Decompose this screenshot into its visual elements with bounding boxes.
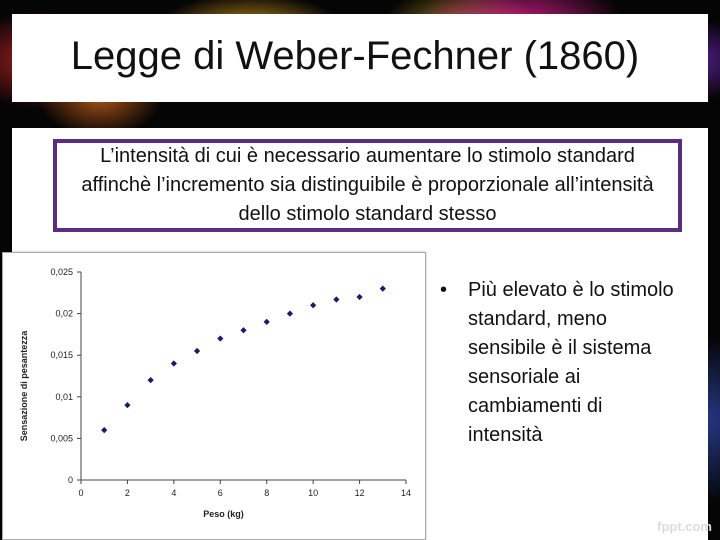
data-point (217, 335, 223, 341)
data-point (194, 348, 200, 354)
data-point (287, 310, 293, 316)
definition-text: L’intensità di cui è necessario aumentare lo stimolo standard affinchè l’incremento sia distinguibile è proporzionale all’intensità dello stimolo standard stesso (81, 145, 654, 225)
scatter-chart (3, 253, 425, 539)
data-point (124, 402, 130, 408)
y-tick-label: 0 (67, 475, 73, 485)
bullet-list (440, 276, 680, 450)
x-tick-label: 12 (354, 488, 365, 498)
y-tick-label: 0,01 (55, 391, 73, 402)
y-axis-label: Sensazione di pesantezza (19, 330, 29, 442)
y-tick-label: 0,02 (55, 308, 73, 319)
bullet-icon: • (440, 279, 448, 301)
data-point (240, 327, 246, 333)
x-tick-label: 10 (308, 488, 319, 498)
y-tick-label: 0,005 (50, 433, 73, 444)
x-tick-label: 8 (264, 488, 270, 498)
data-point (356, 294, 362, 300)
definition-box (53, 139, 682, 232)
data-point (148, 377, 154, 383)
brand-label: fppt.com (657, 519, 712, 534)
chart-frame (2, 252, 426, 540)
x-tick-label: 4 (171, 488, 177, 498)
data-point (333, 296, 339, 302)
data-point (264, 319, 270, 325)
y-tick-label: 0,025 (50, 267, 73, 277)
bullet-item (440, 276, 680, 450)
x-tick-label: 2 (124, 488, 130, 498)
bullet-text: Più elevato è lo stimolo standard, meno sensibile è il sistema sensoriale ai cambiamenti di intensità (468, 279, 674, 446)
data-point (171, 360, 177, 366)
x-tick-label: 0 (78, 488, 84, 498)
x-axis-label: Peso (kg) (203, 509, 244, 519)
data-point (310, 302, 316, 308)
x-tick-label: 6 (217, 488, 223, 498)
y-tick-label: 0,015 (50, 350, 73, 361)
data-point (380, 286, 386, 292)
slide-title: Legge di Weber-Fechner (1860) (70, 34, 640, 78)
x-tick-label: 14 (400, 488, 412, 498)
data-point (101, 427, 107, 433)
